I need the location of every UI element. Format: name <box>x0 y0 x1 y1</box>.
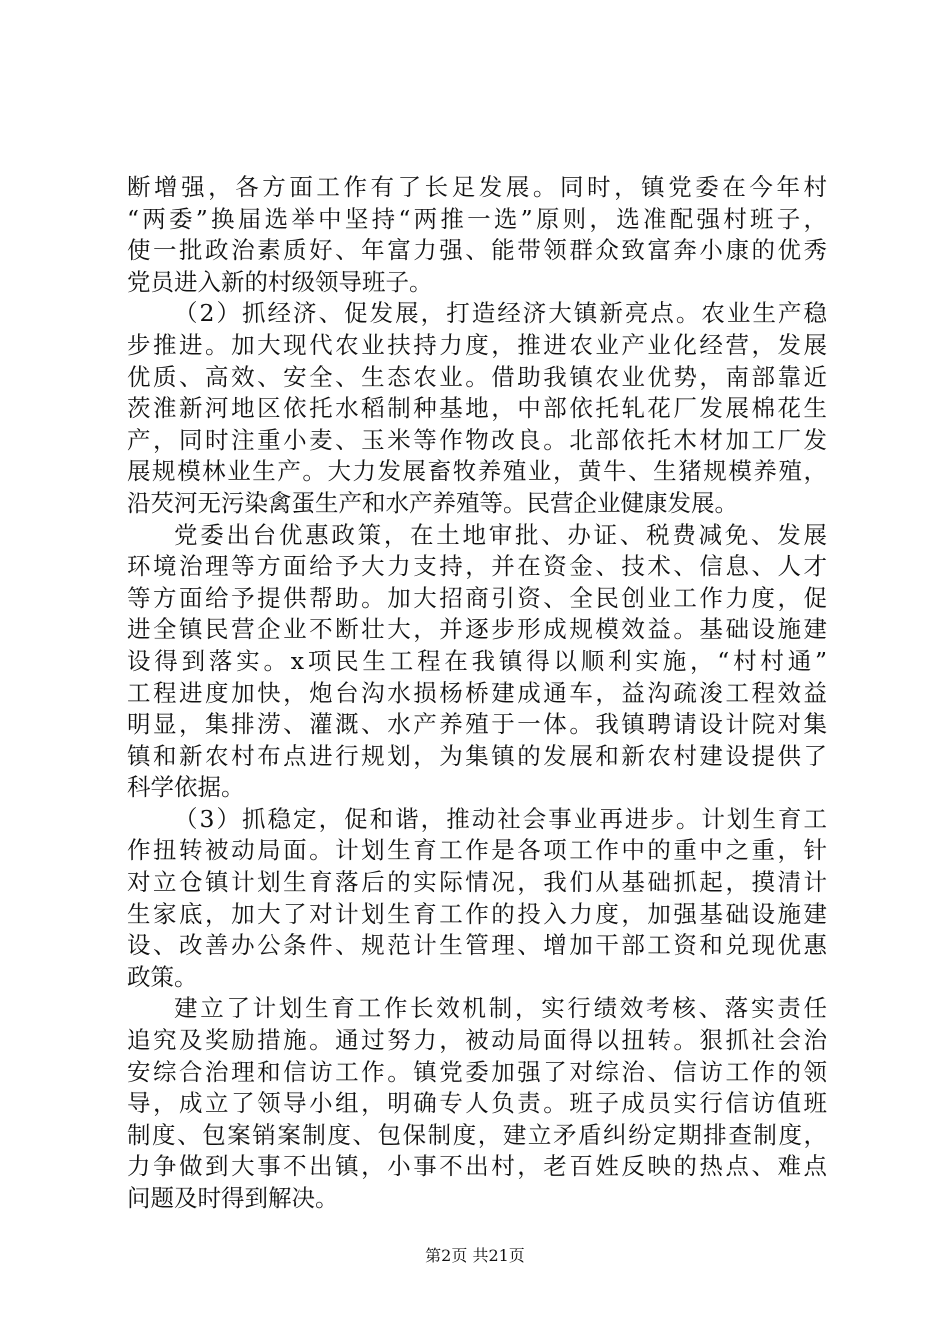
text-line: 政策。 <box>127 962 198 991</box>
text-line: 沿芡河无污染禽蛋生产和水产养殖等。民营企业健康发展。 <box>127 488 738 517</box>
text-line: 追究及奖励措施。通过努力，被动局面得以扭转。狠抓社会治 <box>127 1026 827 1055</box>
text-line: 工程进度加快，炮台沟水损杨桥建成通车，益沟疏浚工程效益 <box>127 678 827 707</box>
text-line: 作扭转被动局面。计划生育工作是各项工作中的重中之重，针 <box>127 836 827 865</box>
text-line: （2）抓经济、促发展，打造经济大镇新亮点。农业生产稳 <box>174 299 827 328</box>
paragraph <box>127 993 827 1214</box>
text-line: 党员进入新的村级领导班子。 <box>127 267 433 296</box>
text-line: 产，同时注重小麦、玉米等作物改良。北部依托木材加工厂发 <box>127 425 827 454</box>
text-line: 明显，集排涝、灌溉、水产养殖于一体。我镇聘请设计院对集 <box>127 710 827 739</box>
text-line: 镇和新农村布点进行规划，为集镇的发展和新农村建设提供了 <box>127 741 827 770</box>
text-line: 生家底，加大了对计划生育工作的投入力度，加强基础设施建 <box>127 899 827 928</box>
text-line: 使一批政治素质好、年富力强、能带领群众致富奔小康的优秀 <box>127 236 827 265</box>
text-line: 步推进。加大现代农业扶持力度，推进农业产业化经营，发展 <box>127 330 827 359</box>
text-line: 力争做到大事不出镇，小事不出村，老百姓反映的热点、难点 <box>127 1152 827 1181</box>
paragraph <box>127 804 827 994</box>
text-line: 对立仓镇计划生育落后的实际情况，我们从基础抓起，摸清计 <box>127 868 827 897</box>
paragraph <box>127 520 827 804</box>
text-line: 设、改善办公条件、规范计生管理、增加干部工资和兑现优惠 <box>127 931 827 960</box>
text-line: 展规模林业生产。大力发展畜牧养殖业，黄牛、生猪规模养殖， <box>127 457 827 486</box>
document-body <box>127 172 827 1215</box>
text-line: 导，成立了领导小组，明确专人负责。班子成员实行信访值班 <box>127 1089 827 1118</box>
text-line: 党委出台优惠政策，在土地审批、办证、税费减免、发展 <box>174 520 827 549</box>
text-line: 茨淮新河地区依托水稻制种基地，中部依托轧花厂发展棉花生 <box>127 394 827 423</box>
text-line: 优质、高效、安全、生态农业。借助我镇农业优势，南部靠近 <box>127 362 827 391</box>
text-line: 问题及时得到解决。 <box>127 1184 339 1212</box>
text-line: 进全镇民营企业不断壮大，并逐步形成规模效益。基础设施建 <box>127 615 827 644</box>
paragraph <box>127 298 827 519</box>
page-number-footer: 第2页 共21页 <box>425 1246 525 1265</box>
text-line: （3）抓稳定，促和谐，推动社会事业再进步。计划生育工 <box>174 804 827 833</box>
text-line: 设得到落实。x项民生工程在我镇得以顺利实施，“村村通” <box>127 646 827 675</box>
text-line: “两委”换届选举中坚持“两推一选”原则，选准配强村班子， <box>127 204 827 233</box>
text-line: 环境治理等方面给予大力支持，并在资金、技术、信息、人才 <box>127 552 827 581</box>
text-line: 安综合治理和信访工作。镇党委加强了对综治、信访工作的领 <box>127 1057 827 1086</box>
text-line: 制度、包案销案制度、包保制度，建立矛盾纠纷定期排查制度， <box>127 1120 827 1149</box>
text-line: 等方面给予提供帮助。加大招商引资、全民创业工作力度，促 <box>127 583 827 612</box>
text-line: 建立了计划生育工作长效机制，实行绩效考核、落实责任 <box>174 994 827 1023</box>
paragraph <box>127 172 827 298</box>
text-line: 科学依据。 <box>127 773 245 802</box>
text-line: 断增强，各方面工作有了长足发展。同时，镇党委在今年村 <box>127 173 827 201</box>
